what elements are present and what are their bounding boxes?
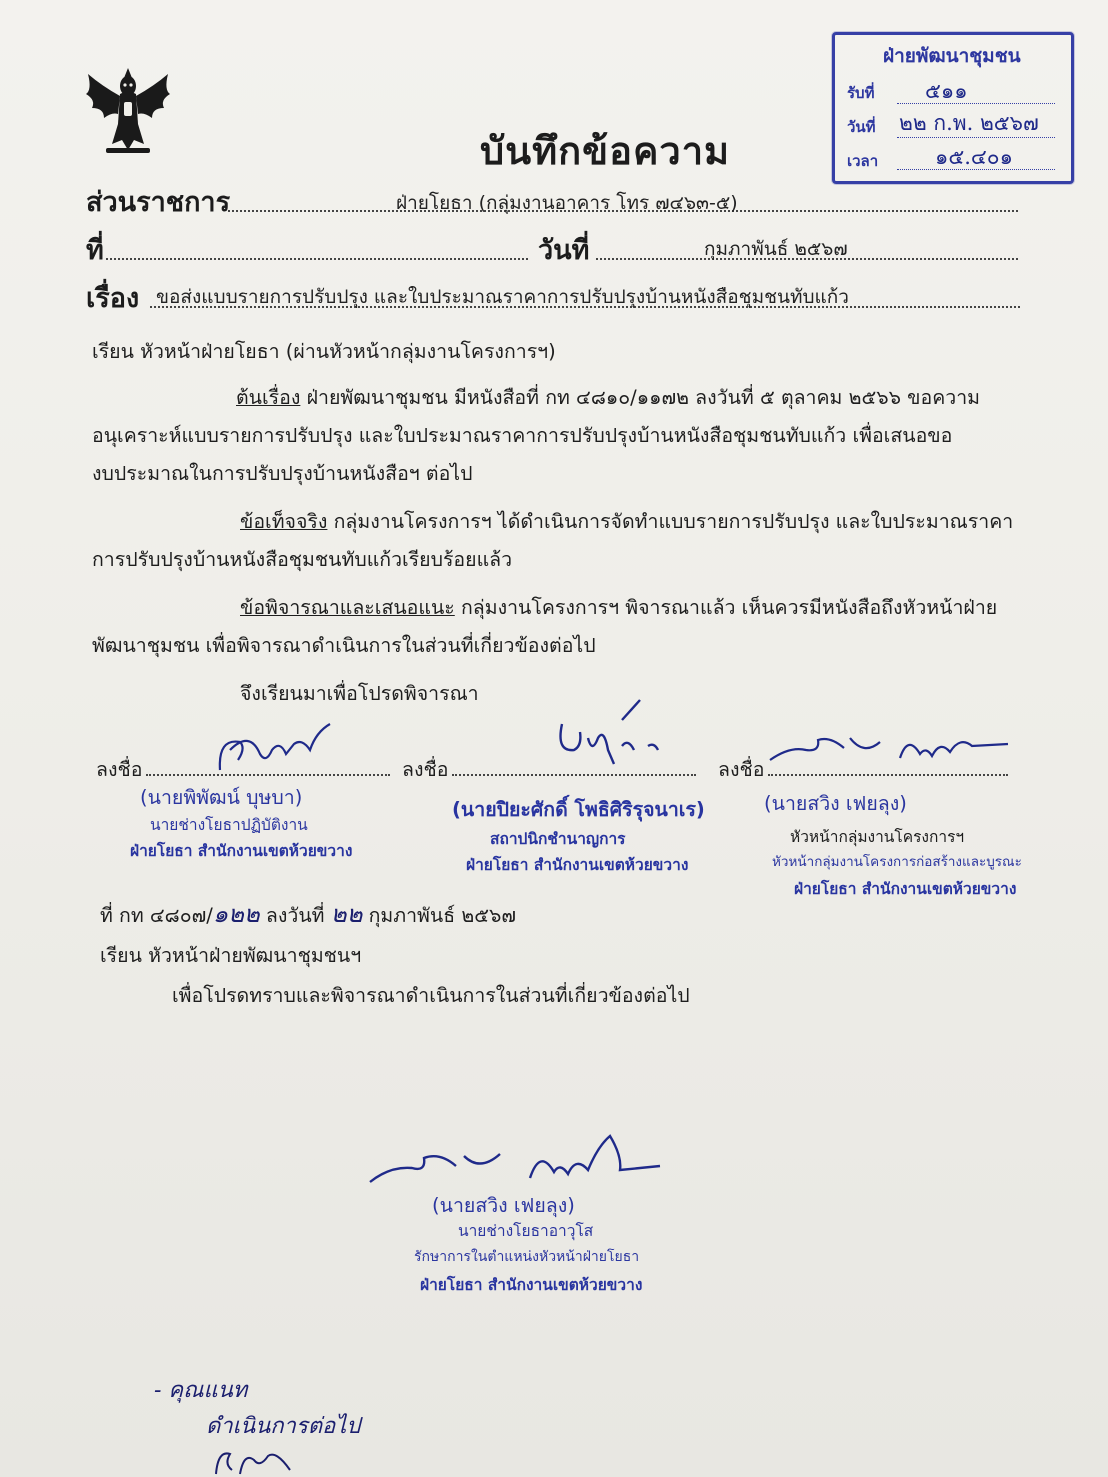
- paragraph-text: ฝ่ายพัฒนาชุมชน มีหนังสือที่ กท ๔๘๑๐/๑๑๗๒ ลงวันที่ ๕ ตุลาคม ๒๕๖๖ ขอความ: [300, 386, 981, 409]
- signature-1: [200, 720, 340, 780]
- stamp-line: [897, 103, 1055, 104]
- date-value: กุมภาพันธ์ ๒๕๖๗: [704, 238, 848, 260]
- signature-final: [360, 1126, 670, 1196]
- agency-label: ส่วนราชการ: [86, 187, 231, 218]
- stamp-date-label: วันที่: [847, 118, 876, 136]
- paragraph-text: กลุ่มงานโครงการฯ ได้ดำเนินการจัดทำแบบรายการปรับปรุง และใบประมาณราคา: [327, 510, 1014, 533]
- paragraph-recommendation: [240, 592, 997, 623]
- paragraph-text: การปรับปรุงบ้านหนังสือชุมชนทับแก้วเรียบร้อยแล้ว: [92, 548, 513, 571]
- forward-date-prefix: ลงวันที่: [259, 904, 331, 927]
- signer-2-name: (นายปิยะศักดิ์ โพธิศิริรุจนาเร): [452, 798, 705, 821]
- forward-date-hand: ๒๒: [330, 900, 363, 928]
- signature-3: [760, 716, 1010, 776]
- final-signer-position: นายช่างโยธาอาวุโส: [458, 1222, 594, 1240]
- forward-ref-prefix: ที่ กท ๔๘๐๗/: [100, 904, 213, 927]
- stamp-date: ๒๒ ก.พ. ๒๕๖๗: [899, 111, 1039, 135]
- sign-label: ลงชื่อ: [96, 758, 143, 781]
- paragraph-heading: ข้อเท็จจริง: [240, 510, 328, 533]
- final-signer-acting: รักษาการในตำแหน่งหัวหน้าฝ่ายโยธา: [414, 1249, 640, 1265]
- signer-3-office: ฝ่ายโยธา สำนักงานเขตห้วยขวาง: [794, 880, 1017, 898]
- signer-1-name: (นายพิพัฒน์ บุษบา): [140, 786, 303, 809]
- signer-2-office: ฝ่ายโยธา สำนักงานเขตห้วยขวาง: [466, 856, 689, 874]
- date-label: วันที่: [538, 235, 590, 266]
- signer-3-name: (นายสวิง เฟยลุง): [764, 792, 907, 815]
- stamp-time: ๑๕.๔๐๑: [935, 145, 1013, 169]
- received-stamp: [832, 32, 1074, 184]
- final-signer-name: (นายสวิง เฟยลุง): [432, 1194, 575, 1217]
- final-signer-office: ฝ่ายโยธา สำนักงานเขตห้วยขวาง: [420, 1276, 643, 1294]
- stamp-department: ฝ่ายพัฒนาชุมชน: [883, 45, 1021, 67]
- handwritten-note-line1: - คุณแนท: [154, 1378, 248, 1403]
- subject-value: ขอส่งแบบรายการปรับปรุง และใบประมาณราคาการปรับปรุงบ้านหนังสือชุมชนทับแก้ว: [156, 286, 849, 308]
- stamp-received-label: รับที่: [847, 84, 875, 102]
- paragraph-heading: ต้นเรื่อง: [236, 386, 301, 409]
- paragraph-text: กลุ่มงานโครงการฯ พิจารณาแล้ว เห็นควรมีหนังสือถึงหัวหน้าฝ่าย: [454, 596, 998, 619]
- memo-title: บันทึกข้อความ: [480, 129, 731, 173]
- ref-label: ที่: [86, 235, 104, 266]
- signer-3-position-2: หัวหน้ากลุ่มงานโครงการก่อสร้างและบูรณะ: [772, 854, 1022, 870]
- garuda-emblem-icon: [82, 64, 174, 156]
- closing-text: จึงเรียนมาเพื่อโปรดพิจารณา: [240, 682, 479, 705]
- paragraph-text: พัฒนาชุมชน เพื่อพิจารณาดำเนินการในส่วนที่เกี่ยวข้องต่อไป: [92, 634, 596, 657]
- forward-salutation: เรียน หัวหน้าฝ่ายพัฒนาชุมชนฯ: [100, 944, 362, 967]
- signer-1-position: นายช่างโยธาปฏิบัติงาน: [150, 816, 308, 834]
- dotted-line: [106, 258, 528, 260]
- forward-reference: [100, 894, 516, 933]
- sign-label: ลงชื่อ: [402, 758, 449, 781]
- salutation: เรียน หัวหน้าฝ่ายโยธา (ผ่านหัวหน้ากลุ่มงานโครงการฯ): [92, 340, 556, 363]
- stamp-time-label: เวลา: [847, 152, 879, 170]
- handwritten-note-line2: ดำเนินการต่อไป: [206, 1414, 361, 1439]
- forward-ref-hand: ๑๒๒: [212, 900, 260, 928]
- paragraph-facts: [240, 506, 1013, 537]
- stamp-received-no: ๕๑๑: [925, 79, 968, 103]
- subject-label: เรื่อง: [86, 283, 140, 314]
- signature-2: [548, 694, 688, 778]
- sign-label: ลงชื่อ: [718, 758, 765, 781]
- forward-date-suffix: กุมภาพันธ์ ๒๕๖๗: [362, 904, 516, 927]
- signer-3-position: หัวหน้ากลุ่มงานโครงการฯ: [790, 828, 965, 846]
- paragraph-heading: ข้อพิจารณาและเสนอแนะ: [240, 596, 455, 619]
- signer-1-office: ฝ่ายโยธา สำนักงานเขตห้วยขวาง: [130, 842, 353, 860]
- paragraph-text: งบประมาณในการปรับปรุงบ้านหนังสือฯ ต่อไป: [92, 462, 473, 485]
- paragraph-background: [236, 382, 980, 413]
- signer-2-position: สถาปนิกชำนาญการ: [490, 830, 626, 848]
- forward-text: เพื่อโปรดทราบและพิจารณาดำเนินการในส่วนที่เกี่ยวข้องต่อไป: [172, 984, 690, 1007]
- agency-value: ฝ่ายโยธา (กลุ่มงานอาคาร โทร ๗๔๖๓-๕): [396, 192, 738, 214]
- note-initials: [210, 1440, 300, 1477]
- paragraph-text: อนุเคราะห์แบบรายการปรับปรุง และใบประมาณราคาการปรับปรุงบ้านหนังสือชุมชนทับแก้ว เพื่อเสนอขอ: [92, 424, 953, 447]
